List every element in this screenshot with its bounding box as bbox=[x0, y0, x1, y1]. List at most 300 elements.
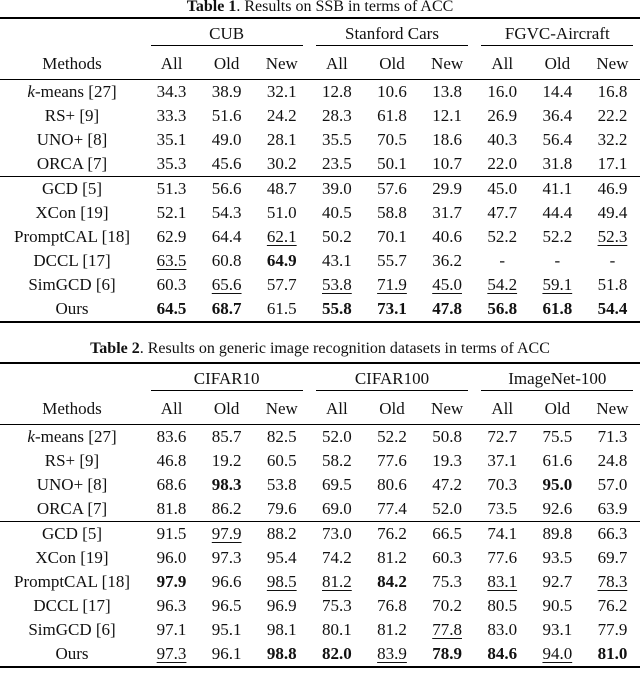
cell-value: 79.6 bbox=[266, 499, 297, 518]
table-cell bbox=[585, 225, 640, 249]
table-cell bbox=[530, 80, 585, 105]
cell-value: 12.8 bbox=[322, 82, 352, 101]
cell-value: 40.3 bbox=[487, 130, 518, 149]
table-cell bbox=[475, 522, 530, 547]
cell-value: 61.8 bbox=[542, 299, 573, 318]
method-k-symbol: k bbox=[27, 427, 35, 446]
cell-value: 80.1 bbox=[322, 620, 352, 639]
cell-value: 93.5 bbox=[542, 548, 573, 567]
cell-value: 62.1 bbox=[266, 227, 297, 246]
cell-value: 54.4 bbox=[597, 299, 628, 318]
table-row bbox=[0, 297, 640, 322]
table-row bbox=[0, 177, 640, 202]
cell-value: 77.6 bbox=[377, 451, 407, 470]
cell-value: 52.1 bbox=[156, 203, 187, 222]
cell-value: 74.1 bbox=[487, 524, 518, 543]
table2-label: Table 2 bbox=[90, 340, 140, 357]
table-cell bbox=[199, 128, 254, 152]
cell-value: 60.3 bbox=[432, 548, 462, 567]
table-cell bbox=[585, 152, 640, 177]
cell-value: 52.2 bbox=[542, 227, 573, 246]
table-row bbox=[0, 570, 640, 594]
cell-value: 36.2 bbox=[432, 251, 462, 270]
table-cell bbox=[530, 152, 585, 177]
table2 bbox=[0, 362, 640, 668]
column-header: Old bbox=[544, 399, 571, 418]
column-header: All bbox=[160, 399, 183, 418]
cell-value: 47.7 bbox=[487, 203, 518, 222]
cell-value: 81.8 bbox=[156, 499, 187, 518]
cell-value: 68.7 bbox=[211, 299, 242, 318]
table-cell bbox=[364, 642, 419, 667]
cell-value: 83.1 bbox=[487, 572, 518, 591]
table-cell bbox=[254, 618, 309, 642]
cell-value: 70.2 bbox=[432, 596, 462, 615]
table-cell bbox=[254, 152, 309, 177]
table-cell bbox=[199, 225, 254, 249]
cell-value: 97.9 bbox=[156, 572, 187, 591]
cell-value: 96.0 bbox=[156, 548, 187, 567]
table-cell bbox=[199, 104, 254, 128]
table-cell bbox=[420, 497, 475, 522]
table-cell bbox=[199, 201, 254, 225]
cell-value: 51.8 bbox=[597, 275, 628, 294]
cell-value: 73.5 bbox=[487, 499, 518, 518]
table-cell bbox=[530, 594, 585, 618]
cell-value: 22.0 bbox=[487, 154, 518, 173]
cell-value: 52.2 bbox=[487, 227, 518, 246]
table-cell bbox=[475, 128, 530, 152]
table-cell bbox=[199, 497, 254, 522]
cell-value: 52.3 bbox=[597, 227, 628, 246]
table-cell bbox=[585, 449, 640, 473]
cell-value: 10.6 bbox=[377, 82, 407, 101]
cell-value: 90.5 bbox=[542, 596, 573, 615]
table-cell bbox=[144, 225, 199, 249]
cell-value: 76.2 bbox=[597, 596, 628, 615]
table-row bbox=[0, 497, 640, 522]
table-cell bbox=[364, 152, 419, 177]
table-cell bbox=[199, 449, 254, 473]
table-cell bbox=[254, 104, 309, 128]
table-cell bbox=[199, 425, 254, 450]
cell-value: 46.8 bbox=[156, 451, 187, 470]
table-cell bbox=[585, 473, 640, 497]
table-cell bbox=[254, 297, 309, 322]
table-cell bbox=[309, 128, 364, 152]
table-cell bbox=[144, 618, 199, 642]
table-cell bbox=[254, 449, 309, 473]
table-row bbox=[0, 104, 640, 128]
table-cell bbox=[420, 570, 475, 594]
table-cell bbox=[199, 570, 254, 594]
column-header: New bbox=[596, 54, 629, 73]
cell-value: 92.6 bbox=[542, 499, 573, 518]
cell-value: 53.8 bbox=[266, 475, 297, 494]
method-name: DCCL [17] bbox=[33, 596, 111, 615]
table-cell bbox=[199, 177, 254, 202]
cell-value: 50.8 bbox=[432, 427, 462, 446]
table-row bbox=[0, 473, 640, 497]
table-cell bbox=[144, 570, 199, 594]
column-header: All bbox=[491, 54, 514, 73]
table-cell bbox=[585, 128, 640, 152]
cell-value: 96.5 bbox=[211, 596, 242, 615]
cell-value: 43.1 bbox=[322, 251, 352, 270]
table-cell bbox=[364, 570, 419, 594]
method-name: SimGCD [6] bbox=[28, 275, 116, 294]
cell-value: 40.6 bbox=[432, 227, 462, 246]
table1-caption bbox=[0, 0, 640, 17]
cell-value: 24.8 bbox=[597, 451, 628, 470]
table-cell bbox=[420, 104, 475, 128]
table-row bbox=[0, 128, 640, 152]
table-row bbox=[0, 594, 640, 618]
table-cell bbox=[144, 128, 199, 152]
table-cell bbox=[530, 297, 585, 322]
table-row bbox=[0, 522, 640, 547]
cell-value: 47.2 bbox=[432, 475, 462, 494]
dataset-name: CIFAR10 bbox=[151, 368, 303, 391]
cell-value: 63.5 bbox=[156, 251, 187, 270]
cell-value: 50.1 bbox=[377, 154, 407, 173]
table-cell bbox=[199, 473, 254, 497]
table-cell bbox=[144, 80, 199, 105]
table-cell bbox=[420, 225, 475, 249]
cell-value: 81.2 bbox=[322, 572, 352, 591]
table-cell bbox=[585, 297, 640, 322]
cell-value: 56.8 bbox=[487, 299, 518, 318]
column-header: New bbox=[265, 54, 298, 73]
table-cell bbox=[144, 104, 199, 128]
table-cell bbox=[364, 273, 419, 297]
table-row bbox=[0, 273, 640, 297]
table-cell bbox=[309, 225, 364, 249]
table-cell bbox=[144, 177, 199, 202]
cell-value: 74.2 bbox=[322, 548, 352, 567]
table2-caption bbox=[0, 339, 640, 359]
cell-value: 71.9 bbox=[377, 275, 407, 294]
cell-value: 76.8 bbox=[377, 596, 407, 615]
table-row bbox=[0, 201, 640, 225]
table-cell bbox=[144, 546, 199, 570]
cell-value: 97.3 bbox=[156, 644, 187, 663]
cell-value: 58.2 bbox=[322, 451, 352, 470]
cell-value: 30.2 bbox=[266, 154, 297, 173]
column-header-row bbox=[0, 394, 640, 425]
cell-value: 63.9 bbox=[597, 499, 628, 518]
cell-value: 81.0 bbox=[597, 644, 628, 663]
table-cell bbox=[309, 497, 364, 522]
cell-value: 52.2 bbox=[377, 427, 407, 446]
cell-value: 46.9 bbox=[597, 179, 628, 198]
table-cell bbox=[585, 273, 640, 297]
table-cell bbox=[199, 273, 254, 297]
table-cell bbox=[585, 642, 640, 667]
cell-value: 45.6 bbox=[211, 154, 242, 173]
cell-value: 82.0 bbox=[322, 644, 352, 663]
cell-value: 62.9 bbox=[156, 227, 187, 246]
cell-value: 45.0 bbox=[487, 179, 518, 198]
cell-value: 55.7 bbox=[377, 251, 407, 270]
table-cell bbox=[475, 201, 530, 225]
table-cell bbox=[364, 497, 419, 522]
cell-value: 58.8 bbox=[377, 203, 407, 222]
cell-value: 24.2 bbox=[266, 106, 297, 125]
table-cell bbox=[530, 225, 585, 249]
dataset-name: FGVC-Aircraft bbox=[481, 23, 633, 46]
table-cell bbox=[585, 425, 640, 450]
cell-value: 95.4 bbox=[266, 548, 297, 567]
cell-value: 89.8 bbox=[542, 524, 573, 543]
table-cell bbox=[364, 546, 419, 570]
table-cell bbox=[475, 546, 530, 570]
table-cell bbox=[420, 642, 475, 667]
column-header: Old bbox=[213, 54, 240, 73]
cell-value: 32.1 bbox=[266, 82, 297, 101]
table-cell bbox=[144, 273, 199, 297]
table-cell bbox=[585, 570, 640, 594]
table-cell bbox=[364, 104, 419, 128]
method-name: DCCL [17] bbox=[33, 251, 111, 270]
table-cell bbox=[530, 273, 585, 297]
table1 bbox=[0, 17, 640, 323]
table-cell bbox=[364, 128, 419, 152]
column-header: Old bbox=[544, 54, 571, 73]
cell-value: 16.0 bbox=[487, 82, 518, 101]
dataset-group-header bbox=[144, 363, 309, 394]
cell-value: 64.9 bbox=[266, 251, 297, 270]
cell-value: 75.3 bbox=[432, 572, 462, 591]
method-name: RS+ [9] bbox=[44, 451, 100, 470]
methods-header-spacer bbox=[0, 18, 144, 49]
cell-value: 28.1 bbox=[266, 130, 297, 149]
table-cell bbox=[530, 522, 585, 547]
table-cell bbox=[199, 249, 254, 273]
table-cell bbox=[530, 618, 585, 642]
table-cell bbox=[530, 425, 585, 450]
cell-value: 53.8 bbox=[322, 275, 352, 294]
cell-value: 70.3 bbox=[487, 475, 518, 494]
cell-value: 50.2 bbox=[322, 227, 352, 246]
cell-value: 82.5 bbox=[266, 427, 297, 446]
table-cell bbox=[475, 273, 530, 297]
column-header: New bbox=[596, 399, 629, 418]
cell-value: 37.1 bbox=[487, 451, 518, 470]
table-row bbox=[0, 618, 640, 642]
cell-value: 12.1 bbox=[432, 106, 462, 125]
cell-value: 81.2 bbox=[377, 620, 407, 639]
table-cell bbox=[585, 177, 640, 202]
cell-value: 70.5 bbox=[377, 130, 407, 149]
cell-value: 41.1 bbox=[542, 179, 573, 198]
table-cell bbox=[199, 152, 254, 177]
table-cell bbox=[254, 425, 309, 450]
method-name: k-means [27] bbox=[0, 425, 144, 450]
table-cell bbox=[254, 225, 309, 249]
dataset-name: Stanford Cars bbox=[316, 23, 468, 46]
cell-value: 75.3 bbox=[322, 596, 352, 615]
method-name: RS+ [9] bbox=[44, 106, 100, 125]
cell-value: 76.2 bbox=[377, 524, 407, 543]
column-header: All bbox=[326, 399, 348, 418]
table-cell bbox=[364, 594, 419, 618]
cell-value: 83.0 bbox=[487, 620, 518, 639]
table-row bbox=[0, 249, 640, 273]
table-row bbox=[0, 225, 640, 249]
cell-value: 51.3 bbox=[156, 179, 187, 198]
column-header: Old bbox=[379, 54, 405, 73]
cell-value: 96.9 bbox=[266, 596, 297, 615]
dataset-name: CUB bbox=[151, 23, 303, 46]
cell-value: 71.3 bbox=[597, 427, 628, 446]
table-cell bbox=[475, 497, 530, 522]
table-cell bbox=[309, 522, 364, 547]
table-cell bbox=[309, 618, 364, 642]
column-header: All bbox=[160, 54, 183, 73]
table-cell bbox=[144, 497, 199, 522]
cell-value: 60.5 bbox=[266, 451, 297, 470]
method-name: SimGCD [6] bbox=[28, 620, 116, 639]
table-cell bbox=[475, 618, 530, 642]
cell-value: 17.1 bbox=[597, 154, 628, 173]
methods-header: Methods bbox=[42, 399, 102, 418]
table-cell bbox=[199, 546, 254, 570]
table-cell bbox=[364, 225, 419, 249]
cell-value: 23.5 bbox=[322, 154, 352, 173]
cell-value: 69.7 bbox=[597, 548, 628, 567]
column-header: All bbox=[326, 54, 348, 73]
column-header: Old bbox=[213, 399, 240, 418]
table-cell bbox=[144, 522, 199, 547]
table-cell bbox=[585, 522, 640, 547]
cell-value: 73.0 bbox=[322, 524, 352, 543]
table-cell bbox=[420, 425, 475, 450]
cell-value: 31.8 bbox=[542, 154, 573, 173]
table-cell bbox=[144, 249, 199, 273]
cell-value: 22.2 bbox=[597, 106, 628, 125]
table-cell bbox=[364, 177, 419, 202]
table-cell bbox=[309, 249, 364, 273]
table-cell bbox=[420, 152, 475, 177]
table-cell bbox=[475, 642, 530, 667]
cell-value: 45.0 bbox=[432, 275, 462, 294]
table-cell bbox=[309, 201, 364, 225]
method-name: ORCA [7] bbox=[36, 154, 108, 173]
cell-value: 16.8 bbox=[597, 82, 628, 101]
cell-value: 77.4 bbox=[377, 499, 407, 518]
cell-value: 39.0 bbox=[322, 179, 352, 198]
table-row bbox=[0, 425, 640, 450]
table-cell bbox=[585, 497, 640, 522]
cell-value: 35.1 bbox=[156, 130, 187, 149]
cell-value: 98.3 bbox=[211, 475, 242, 494]
table-cell bbox=[364, 249, 419, 273]
cell-value: 81.2 bbox=[377, 548, 407, 567]
cell-value: 18.6 bbox=[432, 130, 462, 149]
cell-value: 94.0 bbox=[542, 644, 573, 663]
cell-value: 52.0 bbox=[322, 427, 352, 446]
cell-value: 51.6 bbox=[211, 106, 242, 125]
table-cell bbox=[309, 273, 364, 297]
table-cell bbox=[364, 473, 419, 497]
table-cell bbox=[309, 570, 364, 594]
cell-value: 91.5 bbox=[156, 524, 187, 543]
table-cell bbox=[254, 546, 309, 570]
table-cell bbox=[254, 80, 309, 105]
table-cell bbox=[199, 297, 254, 322]
cell-value: 70.1 bbox=[377, 227, 407, 246]
table-cell bbox=[254, 273, 309, 297]
table-cell bbox=[475, 104, 530, 128]
cell-value: 19.3 bbox=[432, 451, 462, 470]
table-row bbox=[0, 642, 640, 667]
cell-value: 77.9 bbox=[597, 620, 628, 639]
method-name: ORCA [7] bbox=[36, 499, 108, 518]
cell-value: 59.1 bbox=[542, 275, 573, 294]
cell-value: 93.1 bbox=[542, 620, 573, 639]
methods-header-spacer bbox=[0, 363, 144, 394]
table-cell bbox=[364, 80, 419, 105]
cell-value: 69.0 bbox=[322, 499, 352, 518]
dataset-name: ImageNet-100 bbox=[481, 368, 633, 391]
cell-value: 68.6 bbox=[156, 475, 187, 494]
table-cell bbox=[199, 594, 254, 618]
method-name: PromptCAL [18] bbox=[13, 227, 130, 246]
table-cell bbox=[585, 201, 640, 225]
method-name: Ours bbox=[0, 642, 144, 667]
table-cell bbox=[309, 425, 364, 450]
column-header-row bbox=[0, 49, 640, 80]
cell-value: 80.5 bbox=[487, 596, 518, 615]
cell-value: 49.4 bbox=[597, 203, 628, 222]
table-cell bbox=[530, 497, 585, 522]
table-row bbox=[0, 152, 640, 177]
cell-value: 88.2 bbox=[266, 524, 297, 543]
table-cell bbox=[420, 273, 475, 297]
table-cell bbox=[254, 497, 309, 522]
table-cell bbox=[199, 642, 254, 667]
dataset-group-header bbox=[309, 363, 474, 394]
table-cell bbox=[530, 570, 585, 594]
table-cell bbox=[364, 297, 419, 322]
table-row bbox=[0, 80, 640, 105]
cell-value: 72.7 bbox=[487, 427, 518, 446]
table-cell bbox=[420, 128, 475, 152]
cell-value: 35.3 bbox=[156, 154, 187, 173]
table-cell bbox=[585, 80, 640, 105]
table-cell bbox=[309, 177, 364, 202]
cell-value: 85.7 bbox=[211, 427, 242, 446]
table1-caption-text: . Results on SSB in terms of ACC bbox=[236, 0, 454, 15]
table-cell bbox=[364, 522, 419, 547]
cell-value: 19.2 bbox=[211, 451, 242, 470]
table-cell bbox=[475, 297, 530, 322]
table-cell bbox=[420, 201, 475, 225]
method-k-symbol: k bbox=[27, 82, 35, 101]
cell-value: - bbox=[609, 251, 616, 270]
table-cell bbox=[585, 249, 640, 273]
table-cell bbox=[475, 473, 530, 497]
table-cell bbox=[254, 522, 309, 547]
cell-value: 84.2 bbox=[377, 572, 407, 591]
cell-value: 57.7 bbox=[266, 275, 297, 294]
table-cell bbox=[309, 594, 364, 618]
column-header: New bbox=[431, 399, 464, 418]
table-cell bbox=[364, 449, 419, 473]
cell-value: - bbox=[499, 251, 506, 270]
cell-value: 49.0 bbox=[211, 130, 242, 149]
